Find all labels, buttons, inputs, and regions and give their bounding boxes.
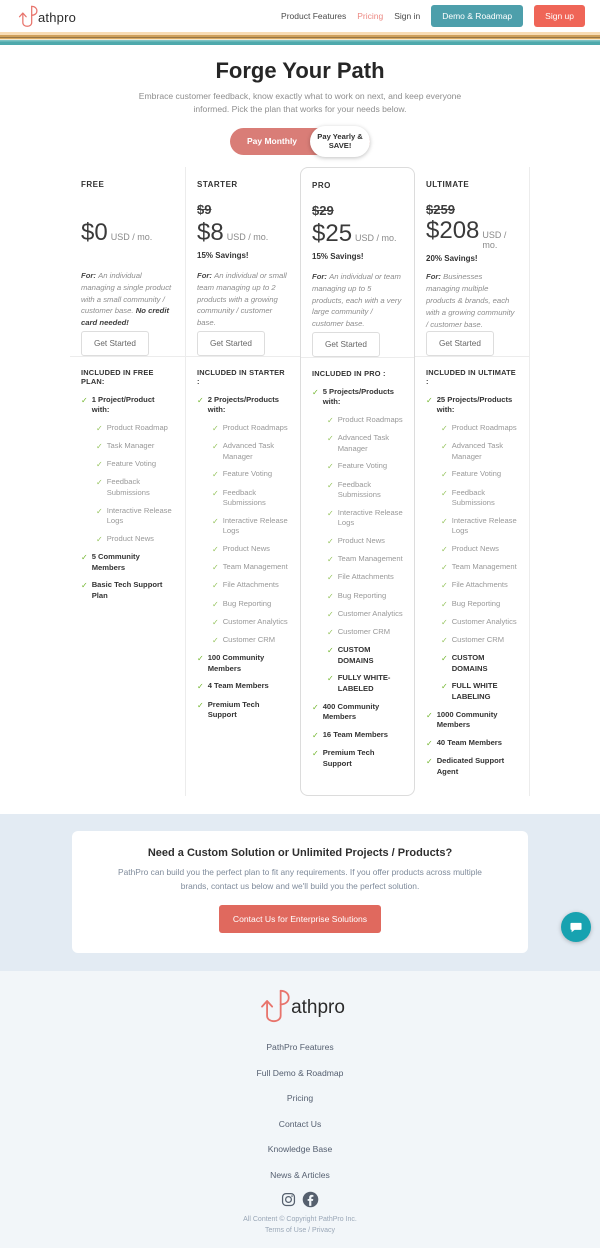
nav-pricing[interactable]: Pricing: [357, 11, 384, 21]
plan-price: $208: [426, 216, 480, 244]
check-icon: ✓: [212, 442, 219, 452]
feature-label: CUSTOM DOMAINS: [337, 645, 374, 665]
enterprise-card: [72, 831, 528, 953]
chat-widget-button[interactable]: [561, 912, 591, 942]
plan-savings: 15% Savings!: [197, 250, 249, 260]
plan-name: ULTIMATE: [426, 179, 470, 189]
feature-item: [441, 488, 518, 509]
feature-item: [327, 554, 403, 565]
check-icon: ✓: [96, 423, 103, 433]
check-icon: ✓: [441, 599, 448, 609]
feature-item: [212, 580, 289, 591]
feature-label: Customer CRM: [337, 626, 391, 636]
feature-item: [96, 534, 174, 545]
plan-price: $0: [81, 218, 108, 246]
plan-name: PRO: [312, 180, 331, 190]
feature-label: File Attachments: [222, 580, 279, 590]
check-icon: ✓: [312, 702, 319, 712]
plan-description: [81, 270, 174, 330]
feature-label: Task Manager: [106, 441, 155, 451]
check-icon: ✓: [327, 573, 334, 583]
plan-old-price: $9: [197, 201, 212, 217]
feature-item: [327, 627, 403, 638]
footer-links: [0, 1038, 600, 1184]
plan-name: FREE: [81, 179, 105, 189]
feature-item: [212, 599, 289, 610]
check-icon: ✓: [327, 415, 334, 425]
plan-name: STARTER: [197, 179, 238, 189]
check-icon: ✓: [212, 545, 219, 554]
feature-item: [96, 459, 174, 470]
demo-roadmap-button[interactable]: Demo & Roadmap: [431, 5, 523, 27]
check-icon: ✓: [327, 480, 334, 490]
feature-item: [327, 415, 403, 426]
header: [0, 0, 600, 32]
feature-item: [212, 488, 289, 509]
plan-price-suffix: USD / mo.: [226, 231, 269, 242]
feature-item: [212, 617, 289, 628]
signup-button[interactable]: Sign up: [534, 5, 585, 27]
plan-for-label: For:: [312, 271, 330, 281]
check-icon: ✓: [441, 682, 448, 692]
feature-item: [441, 423, 518, 434]
page-subtitle: Embrace customer feedback, know exactly what to work on next, and keep everyone informed. Pick the plan that works for your needs below.: [138, 91, 462, 115]
feature-label: Feature Voting: [222, 469, 273, 479]
check-icon: ✓: [96, 534, 103, 544]
feature-label: Customer Analytics: [337, 608, 403, 618]
check-icon: ✓: [441, 617, 448, 627]
feature-label: 5 Community Members: [91, 552, 140, 572]
check-icon: ✓: [96, 460, 103, 470]
check-icon: ✓: [81, 395, 88, 405]
feature-item: [441, 580, 518, 591]
feature-item: [441, 635, 518, 646]
check-icon: ✓: [312, 387, 319, 397]
feature-label: Feedback Submissions: [106, 477, 150, 498]
feature-label: 5 Projects/Products with:: [322, 386, 395, 407]
feature-item: [96, 477, 174, 498]
footer-link-news[interactable]: News & Articles: [270, 1169, 330, 1180]
enterprise-body: PathPro can build you the perfect plan to fit any requirements. If you offer products across multiple brands, contact us below and we'll build you the perfect solution.: [118, 867, 482, 891]
plan-description: [312, 271, 403, 331]
plan-for-label: For:: [197, 270, 215, 280]
plan-description: [426, 271, 518, 331]
feature-item: [197, 395, 289, 416]
feature-label: Product News: [337, 536, 385, 545]
plan-description-text: An individual or small team managing up to 2 products with a growing community / customer base.: [197, 270, 287, 328]
plan-included-heading: INCLUDED IN FREE PLAN:: [81, 367, 154, 386]
copyright-text: All Content © Copyright PathPro Inc.: [243, 1216, 357, 1224]
check-icon: ✓: [212, 563, 219, 573]
check-icon: ✓: [327, 508, 334, 518]
feature-label: Product Roadmaps: [337, 414, 403, 424]
plan-column: [70, 167, 185, 797]
feature-item: [81, 395, 174, 416]
check-icon: ✓: [212, 423, 219, 433]
contact-enterprise-button[interactable]: Contact Us for Enterprise Solutions: [219, 905, 381, 933]
feature-label: Premium Tech Support: [207, 699, 260, 720]
feature-label: Advanced Task Manager: [451, 441, 504, 461]
pathpro-logo[interactable]: [15, 2, 76, 30]
get-started-button[interactable]: Get Started: [197, 331, 265, 356]
footer-pathpro-logo[interactable]: [255, 984, 345, 1027]
check-icon: ✓: [327, 537, 334, 546]
decorative-stripe: [0, 32, 600, 45]
feature-item: [441, 599, 518, 610]
feature-label: 1 Project/Product with:: [91, 394, 155, 415]
check-icon: ✓: [441, 442, 448, 452]
plan-price-suffix: USD / mo.: [482, 229, 507, 250]
feature-label: Advanced Task Manager: [337, 433, 390, 453]
feature-item: [327, 536, 403, 547]
plan-description: [197, 270, 289, 330]
social-row: [0, 1191, 600, 1208]
feature-label: Interactive Release Logs: [106, 505, 172, 526]
feature-label: Product News: [222, 544, 270, 553]
check-icon: ✓: [212, 635, 219, 645]
check-icon: ✓: [81, 581, 88, 591]
chat-bubble-icon: [569, 920, 583, 934]
feature-item: [197, 681, 289, 692]
check-icon: ✓: [441, 488, 448, 498]
feature-label: Feedback Submissions: [451, 487, 495, 508]
plan-savings: [81, 251, 174, 263]
footer-link-contact[interactable]: Contact Us: [278, 1118, 322, 1129]
plan-savings: 20% Savings!: [426, 253, 478, 263]
enterprise-heading: Need a Custom Solution or Unlimited Projects / Products?: [147, 847, 453, 860]
feature-label: Product Roadmaps: [222, 422, 288, 432]
enterprise-section: [0, 814, 600, 971]
check-icon: ✓: [441, 423, 448, 433]
feature-item: [327, 609, 403, 620]
footer-link-demo-roadmap[interactable]: Full Demo & Roadmap: [256, 1067, 344, 1078]
check-icon: ✓: [212, 599, 219, 609]
feature-label: Dedicated Support Agent: [436, 756, 505, 776]
feature-label: FULL WHITE LABELING: [451, 681, 498, 701]
check-icon: ✓: [212, 617, 219, 627]
feature-label: Product News: [451, 544, 499, 553]
feature-item: [212, 635, 289, 646]
feature-label: CUSTOM DOMAINS: [451, 653, 488, 673]
instagram-icon[interactable]: [281, 1192, 296, 1207]
brand-wordmark: athpro: [38, 10, 77, 25]
page-title: Forge Your Path: [215, 58, 385, 83]
check-icon: ✓: [81, 553, 88, 563]
feature-item: [327, 572, 403, 583]
check-icon: ✓: [212, 488, 219, 498]
plan-description-text: Businesses managing multiple products & brands, each with a growing community / customer base.: [426, 271, 515, 329]
check-icon: ✓: [441, 545, 448, 554]
check-icon: ✓: [426, 395, 433, 405]
plan-price-suffix: USD / mo.: [355, 232, 397, 243]
plans-row: [70, 167, 530, 797]
check-icon: ✓: [327, 555, 334, 565]
feature-label: 1000 Community Members: [436, 709, 498, 730]
get-started-button[interactable]: Get Started: [312, 332, 380, 357]
plan-column: [415, 167, 530, 797]
feature-item: [327, 591, 403, 602]
plan-included-heading: INCLUDED IN ULTIMATE :: [426, 367, 516, 386]
feature-item: [327, 480, 403, 501]
check-icon: ✓: [212, 516, 219, 526]
feature-label: Interactive Release Logs: [337, 507, 403, 528]
check-icon: ✓: [327, 646, 334, 656]
feature-item: [96, 441, 174, 452]
feature-label: 40 Team Members: [436, 737, 502, 747]
feature-item: [197, 700, 289, 721]
feature-item: [426, 710, 518, 731]
check-icon: ✓: [312, 730, 319, 740]
plan-for-label: For:: [426, 271, 444, 281]
feature-item: [441, 617, 518, 628]
pay-yearly-toggle[interactable]: Pay Yearly & SAVE!: [310, 126, 370, 157]
feature-item: [441, 544, 518, 555]
plan-description-note: No credit card needed!: [81, 306, 170, 328]
check-icon: ✓: [441, 635, 448, 645]
check-icon: ✓: [96, 506, 103, 516]
feature-label: Feedback Submissions: [222, 487, 266, 508]
plan-included-heading: INCLUDED IN STARTER :: [197, 367, 285, 386]
feature-label: Customer CRM: [222, 634, 276, 644]
feature-label: Team Management: [222, 562, 288, 572]
check-icon: ✓: [441, 581, 448, 591]
feature-label: Premium Tech Support: [322, 748, 375, 768]
feature-label: 4 Team Members: [207, 681, 269, 691]
plan-price: $8: [197, 218, 224, 246]
feature-item: [327, 645, 403, 666]
feature-item: [197, 653, 289, 674]
feature-label: Team Management: [451, 562, 517, 572]
brand-wordmark: athpro: [291, 997, 345, 1019]
footer: [0, 971, 600, 1248]
check-icon: ✓: [312, 749, 319, 759]
plan-description-text: An individual managing a single product with a small community / customer base.: [81, 270, 172, 316]
feature-item: [212, 562, 289, 573]
check-icon: ✓: [197, 654, 204, 664]
feature-label: Feature Voting: [451, 469, 502, 479]
feature-label: Advanced Task Manager: [222, 441, 275, 461]
check-icon: ✓: [327, 609, 334, 619]
plan-old-price: $259: [426, 201, 455, 217]
feature-label: File Attachments: [337, 572, 394, 582]
feature-label: Product News: [106, 533, 154, 543]
feature-item: [312, 748, 403, 769]
feature-label: Product Roadmap: [106, 422, 168, 432]
facebook-icon[interactable]: [302, 1191, 319, 1208]
check-icon: ✓: [197, 700, 204, 710]
feature-item: [441, 562, 518, 573]
feature-label: Interactive Release Logs: [222, 515, 288, 536]
feature-item: [426, 395, 518, 416]
billing-toggle: [0, 128, 600, 155]
feature-item: [312, 730, 403, 741]
feature-label: Feature Voting: [106, 459, 157, 469]
feature-item: [441, 653, 518, 674]
check-icon: ✓: [426, 710, 433, 720]
feature-item: [96, 506, 174, 527]
feature-item: [96, 423, 174, 434]
feature-label: Bug Reporting: [337, 590, 387, 600]
feature-label: Feature Voting: [337, 461, 388, 471]
check-icon: ✓: [96, 442, 103, 452]
plan-feature-list: [197, 395, 289, 721]
feature-label: Team Management: [337, 554, 403, 564]
feature-label: Customer Analytics: [222, 616, 288, 626]
plan-included-heading: INCLUDED IN PRO :: [312, 368, 386, 378]
feature-item: [81, 580, 174, 601]
feature-label: Feedback Submissions: [337, 479, 381, 500]
check-icon: ✓: [441, 470, 448, 480]
get-started-button[interactable]: Get Started: [81, 331, 149, 356]
plan-savings: 15% Savings!: [312, 251, 364, 261]
plan-feature-list: [81, 395, 174, 602]
nav-product-features[interactable]: Product Features: [281, 11, 347, 21]
pathpro-logo-icon: [255, 984, 295, 1027]
feature-item: [312, 387, 403, 408]
feature-item: [212, 516, 289, 537]
feature-item: [426, 756, 518, 777]
plan-column: [300, 167, 415, 797]
feature-item: [212, 423, 289, 434]
plan-description-text: An individual or team managing up to 5 products, each with a very large community / customer base.: [312, 271, 402, 329]
feature-label: Basic Tech Support Plan: [91, 580, 163, 600]
plan-feature-list: [312, 387, 403, 770]
feature-item: [441, 681, 518, 702]
feature-item: [212, 469, 289, 480]
feature-item: [327, 461, 403, 472]
header-nav: [281, 5, 585, 27]
check-icon: ✓: [96, 478, 103, 488]
feature-item: [327, 433, 403, 454]
feature-item: [327, 508, 403, 529]
feature-label: 100 Community Members: [207, 653, 265, 673]
footer-link-pricing[interactable]: Pricing: [286, 1093, 314, 1104]
feature-label: Bug Reporting: [451, 598, 501, 608]
feature-label: 2 Projects/Products with:: [207, 394, 280, 415]
plan-for-label: For:: [81, 270, 99, 280]
feature-label: Customer Analytics: [451, 616, 517, 626]
feature-item: [426, 738, 518, 749]
check-icon: ✓: [327, 627, 334, 637]
check-icon: ✓: [212, 581, 219, 591]
feature-label: Customer CRM: [451, 634, 505, 644]
feature-item: [212, 544, 289, 555]
check-icon: ✓: [426, 757, 433, 767]
get-started-button[interactable]: Get Started: [426, 331, 494, 356]
check-icon: ✓: [197, 682, 204, 692]
check-icon: ✓: [441, 516, 448, 526]
feature-label: 25 Projects/Products with:: [436, 394, 513, 415]
feature-item: [327, 673, 403, 694]
footer-link-features[interactable]: PathPro Features: [266, 1042, 334, 1053]
plan-price: $25: [312, 219, 353, 247]
feature-item: [441, 516, 518, 537]
check-icon: ✓: [327, 462, 334, 472]
check-icon: ✓: [327, 591, 334, 601]
footer-link-knowledge-base[interactable]: Knowledge Base: [267, 1144, 333, 1155]
check-icon: ✓: [441, 654, 448, 664]
feature-item: [441, 469, 518, 480]
feature-item: [212, 441, 289, 462]
feature-label: Product Roadmaps: [451, 422, 517, 432]
plan-price-suffix: USD / mo.: [110, 231, 153, 242]
check-icon: ✓: [441, 563, 448, 573]
check-icon: ✓: [327, 674, 334, 684]
feature-label: File Attachments: [451, 580, 508, 590]
feature-label: Interactive Release Logs: [451, 515, 517, 536]
plan-old-price: [81, 202, 174, 219]
plan-column: [185, 167, 300, 797]
check-icon: ✓: [197, 395, 204, 405]
nav-sign-in[interactable]: Sign in: [394, 11, 421, 21]
feature-label: 400 Community Members: [322, 701, 380, 722]
plan-feature-list: [426, 395, 518, 778]
feature-label: 16 Team Members: [322, 729, 388, 739]
feature-label: Bug Reporting: [222, 598, 272, 608]
feature-item: [81, 552, 174, 573]
plan-old-price: $29: [312, 202, 334, 218]
check-icon: ✓: [212, 470, 219, 480]
feature-item: [441, 441, 518, 462]
terms-privacy-link[interactable]: Terms of Use / Privacy: [264, 1227, 335, 1235]
check-icon: ✓: [426, 738, 433, 748]
pay-monthly-toggle[interactable]: Pay Monthly: [246, 136, 298, 147]
feature-label: FULLY WHITE-LABELED: [337, 673, 391, 693]
check-icon: ✓: [327, 434, 334, 444]
feature-item: [312, 702, 403, 723]
